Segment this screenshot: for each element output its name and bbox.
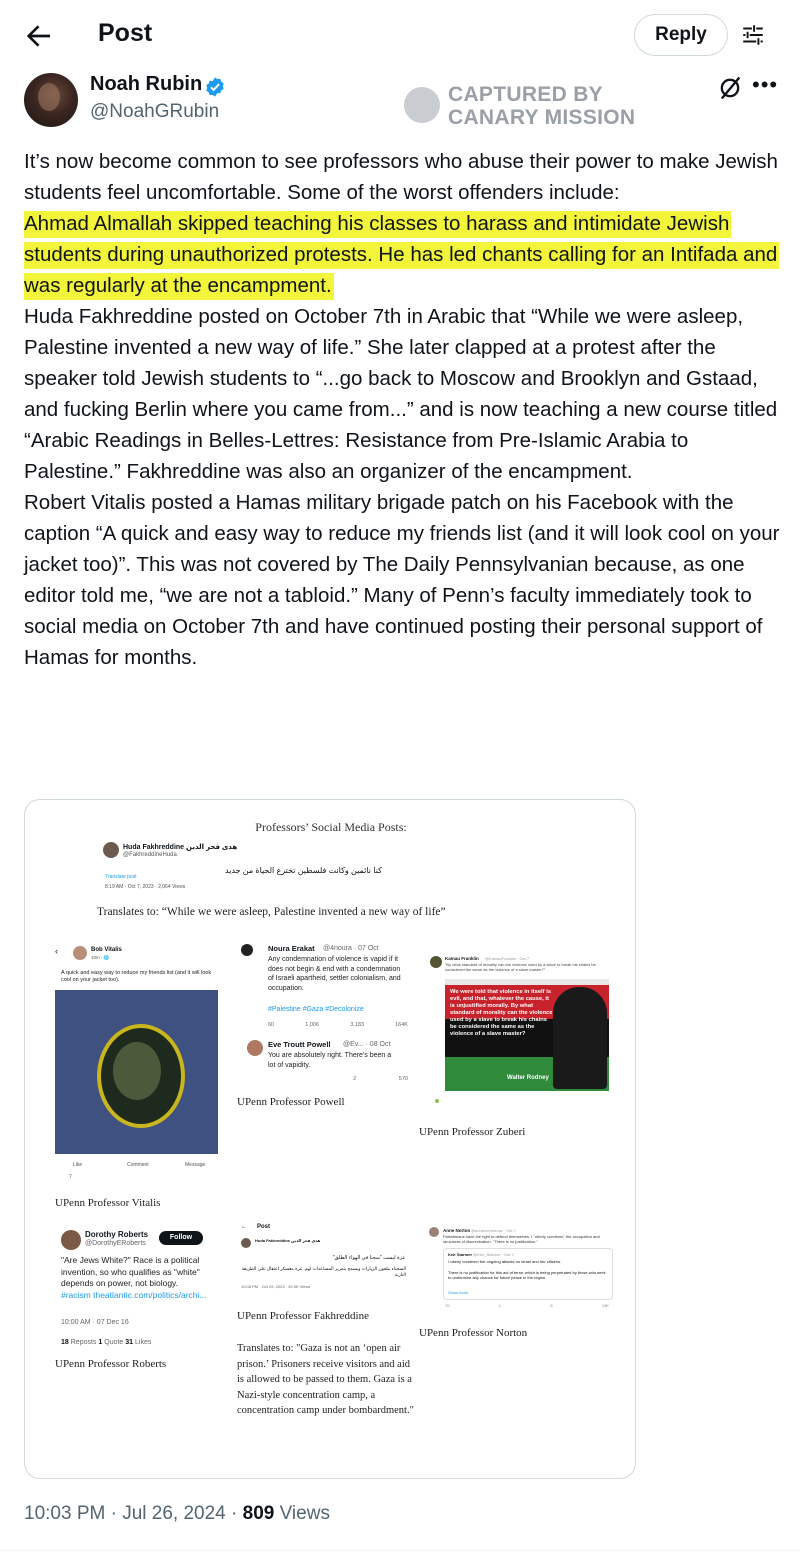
page-title: Post: [98, 19, 153, 47]
fb-message-button: Message: [185, 1162, 206, 1168]
franklin-handle: @KamauFranklin · Oct 7: [485, 956, 530, 961]
franklin-avatar: [430, 956, 442, 968]
huda-avatar: [103, 842, 119, 858]
views-label: Views: [274, 1503, 330, 1524]
post-text: [24, 146, 784, 673]
vitalis-avatar: [73, 946, 87, 960]
attached-image[interactable]: [24, 799, 636, 1479]
huda-translate-link: Translate post: [105, 874, 137, 880]
fb-like-button: Like: [73, 1162, 83, 1168]
caption-powell: UPenn Professor Powell: [237, 1096, 345, 1108]
powell-avatar: [247, 1040, 263, 1056]
verified-badge-icon: [204, 76, 226, 98]
norton-text: Palestinians have the right to defend themselves. I "utterly condemn" the occupation and structures of discrimination. "There is no justification.": [443, 1234, 600, 1244]
roberts-avatar: [61, 1230, 81, 1250]
caption-fakhreddine: UPenn Professor Fakhreddine: [237, 1310, 369, 1322]
post-paragraph-fakhreddine: Huda Fakhreddine posted on October 7th in Arabic that “While we were asleep, Palestine invented a new way of life.” She later clapped at a protest after the speaker told Jewish students to “...go back to Moscow and Brooklyn and Gstaad, and fucking Berlin where you came from...” and is now teaching a new course titled “Arabic Readings in Belles-Lettres: Resistance from Pre-Islamic Arabia to Palestine.” Fakhreddine was also an organizer of the encampment.: [24, 305, 778, 483]
erakat-stats: 60 1,006 3,183 164K: [268, 1022, 408, 1028]
norton-name: Anne Norton: [443, 1228, 471, 1233]
rodney-quote-image: We were told that violence in itself is evil, and that, whatever the cause, it is unjustified morally. By what standard of morality can the violence used by a slave to break his chains be considered the same as the violence of a slave master? Walter Rodney: [445, 979, 609, 1091]
fakh2-name: Huda Fakhreddine هدى فخر الدين: [255, 1238, 321, 1243]
huda-translation: Translates to: “While we were asleep, Palestine invented a new way of life”: [97, 906, 446, 918]
huda-handle: @FakhreddineHuda: [123, 852, 177, 858]
caption-vitalis: UPenn Professor Vitalis: [55, 1197, 161, 1209]
norton-handle: @annenortonnow · Oct 7: [471, 1228, 516, 1233]
powell-stats: 2 570: [353, 1076, 408, 1082]
vitalis-time: 10m · 🌐: [91, 955, 110, 960]
post-paragraph-almallah: [24, 208, 784, 301]
watermark-line1: CAPTURED BY: [448, 83, 603, 106]
quoted-tweet-starmer: Keir Starmer @Keir_Starmer · Oct 7 I utterly condemn the ongoing attacks on Israel and her citizens. There is no justification for this act of terror which is being perpetrated by those who seek to undermine any chance for future peace in the region. Show more: [443, 1248, 613, 1300]
author-handle[interactable]: @NoahGRubin: [90, 101, 220, 122]
author-name[interactable]: Noah Rubin: [90, 73, 203, 95]
roberts-stats: 18 Reposts 1 Quote 31 Likes: [61, 1339, 152, 1346]
vitalis-text: A quick and easy way to reduce my friends list (and it will look cool on your jacket too).: [61, 970, 212, 983]
powell-name: Eve Troutt Powell: [268, 1040, 331, 1049]
fakh2-back-icon: ←: [241, 1224, 247, 1230]
roberts-text: "Are Jews White?" Race is a political invention, so who qualifies as "white" depends on power, not biology.: [61, 1255, 200, 1288]
fb-comment-button: Comment: [127, 1162, 149, 1168]
huda-time: 8:19 AM · Oct 7, 2023 · 2,064 Views: [105, 884, 186, 890]
post-paragraph-intro: It’s now become common to see professors who abuse their power to make Jewish students feel uncomfortable. Some of the worst offenders include:: [24, 150, 778, 204]
post-timestamp[interactable]: 10:03 PM · Jul 26, 2024 ·: [24, 1503, 243, 1524]
roberts-follow-button: Follow: [159, 1231, 203, 1245]
erakat-text: Any condemnation of violence is vapid if it does not begin & end with a condemnation of Israeli apartheid, settler colonialism, and occupation.: [268, 956, 401, 992]
caption-norton: UPenn Professor Norton: [419, 1327, 528, 1339]
status-dot: [435, 1099, 439, 1103]
franklin-text: "By what standard of morality can the violence used by a slave to break his chains be considered the same as the violence of a slave master?": [445, 962, 596, 972]
canary-mission-watermark: [404, 83, 654, 131]
roberts-time: 10:00 AM · 07 Dec 16: [61, 1319, 129, 1326]
reply-button[interactable]: Reply: [634, 14, 728, 56]
fakh2-post-label: Post: [257, 1224, 271, 1230]
top-bar: [0, 0, 800, 70]
erakat-hashtags: #Palestine #Gaza #Decolonize: [268, 1006, 364, 1013]
view-count: 809: [242, 1503, 275, 1524]
roberts-link: #racism theatlantic.com/politics/archi...: [61, 1290, 207, 1300]
divider: [0, 1550, 800, 1551]
erakat-name: Noura Erakat: [268, 944, 315, 953]
roberts-name: Dorothy Roberts: [85, 1230, 149, 1239]
watermark-line2: CANARY MISSION: [448, 106, 636, 129]
norton-avatar: [429, 1227, 439, 1237]
fakh2-avatar: [241, 1238, 251, 1248]
back-arrow-icon[interactable]: [22, 20, 54, 52]
avatar[interactable]: [24, 73, 78, 127]
roberts-handle: @DorothyERoberts: [85, 1240, 146, 1247]
image-title: Professors’ Social Media Posts:: [255, 820, 407, 834]
hamas-patch-photo: [55, 990, 218, 1154]
caption-zuberi: UPenn Professor Zuberi: [419, 1126, 526, 1138]
huda-name: Huda Fakhreddine هدى فخر الدين: [123, 844, 238, 851]
powell-handle: @Ev... · 08 Oct: [343, 1041, 391, 1048]
fakh2-translation: Translates to: "Gaza is not an ‘open air prison.’ Prisoners receive visitors and aid is allowed to be passed to them. Gaza is a Nazi-style concentration camp, a concentration camp under bombardment.": [237, 1343, 414, 1416]
more-options-icon[interactable]: •••: [752, 72, 779, 97]
caption-roberts: UPenn Professor Roberts: [55, 1358, 167, 1370]
norton-stats: 70 1 8 13K: [445, 1303, 609, 1308]
franklin-name: Kamau Franklin: [445, 956, 479, 961]
erakat-handle: @4noura · 07 Oct: [323, 945, 379, 952]
canary-logo-icon: [404, 87, 440, 123]
fakh2-time: 10:08 PM · Oct 29, 2023 · 39.5K Views: [241, 1284, 311, 1289]
fb-reactions-count: 7: [69, 1174, 72, 1180]
fakh2-arabic-2: السجناء يتلقون الزيارات ويسمح بتمرير المساعدات لهم. غزة معسكر اعتقال على الطريقة النازية: [241, 1266, 406, 1277]
filter-settings-icon[interactable]: [740, 22, 766, 48]
post-paragraph-vitalis: Robert Vitalis posted a Hamas military brigade patch on his Facebook with the caption “A quick and easy way to reduce my friends list (and it will look cool on your jacket too)”. This was not covered by The Daily Pennsylvanian because, as one editor told me, “we are not a tabloid.” Many of Penn’s faculty immediately took to social media on October 7th and have continued posting their personal support of Hamas for months.: [24, 491, 780, 669]
post-meta: [24, 1503, 330, 1525]
grok-icon[interactable]: [716, 74, 744, 102]
powell-reply-text: You are absolutely right. There's been a lot of vapidity.: [268, 1052, 392, 1069]
fakh2-arabic-1: غزة ليست "سجنا في الهواء الطلق": [332, 1255, 405, 1261]
huda-arabic-text: كنا نائمين وكانت فلسطين تخترع الحياة من جديد: [225, 866, 382, 875]
erakat-avatar: [241, 944, 253, 956]
highlighted-text: Ahmad Almallah skipped teaching his classes to harass and intimidate Jewish students during unauthorized protests. He has led chants calling for an Intifada and was regularly at the encampment.: [24, 211, 779, 300]
vitalis-name: Bob Vitalis: [91, 947, 122, 953]
fb-back-icon: ‹: [55, 946, 58, 956]
